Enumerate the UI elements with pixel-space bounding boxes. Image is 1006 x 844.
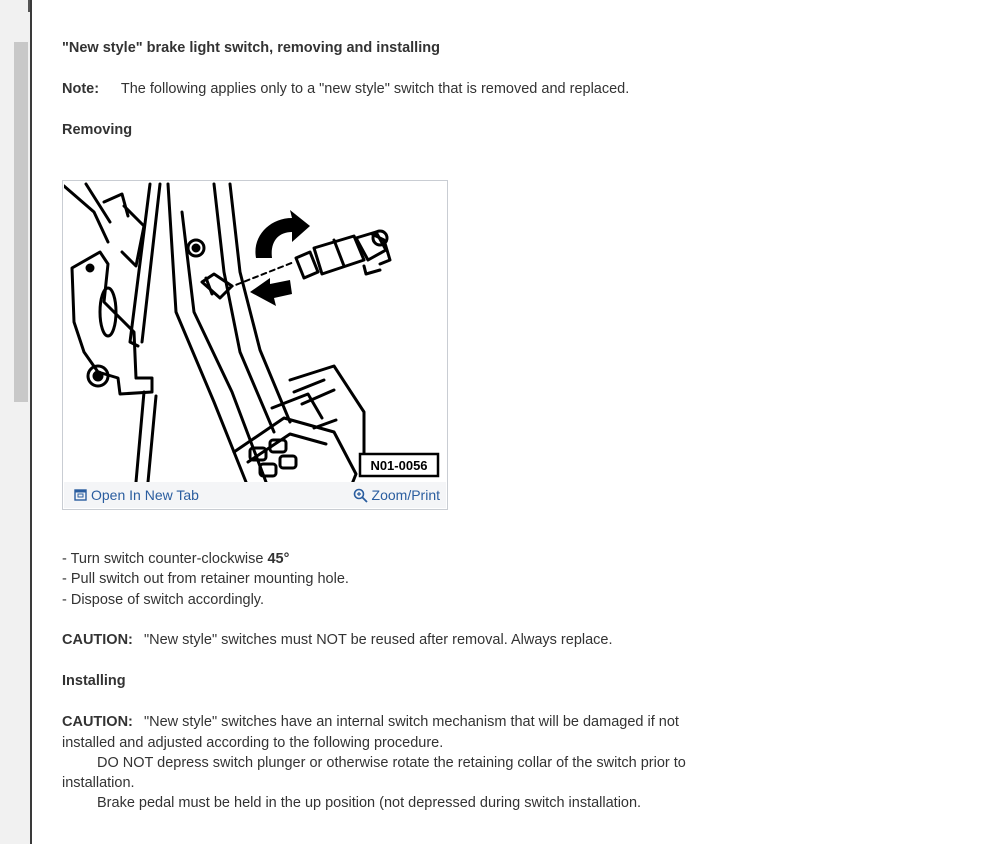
figure-brake-switch: [62, 180, 448, 510]
instruction-item: [62, 793, 641, 813]
note-label: Note:: [62, 81, 100, 97]
open-in-new-tab-label: Open In New Tab: [91, 487, 199, 503]
caution-text: "New style" switches must NOT be reused after removal. Always replace.: [143, 632, 613, 648]
content-border: [30, 0, 32, 844]
caution-text: "New style" switches have an internal switch mechanism that will be damaged if not: [143, 714, 679, 730]
caution-text-continued: installed and adjusted according to the following procedure.: [62, 735, 444, 751]
instruction-text: DO NOT depress switch plunger or otherwise rotate the retaining collar of the switch prior to: [97, 755, 686, 771]
step-text: - Turn switch counter-clockwise: [62, 551, 268, 567]
step-item: - Pull switch out from retainer mounting hole.: [62, 571, 349, 587]
open-in-new-tab-link[interactable]: [74, 487, 199, 503]
figure-drawing: [64, 182, 446, 484]
step-item: - Dispose of switch accordingly.: [62, 592, 265, 608]
step-angle: 45°: [267, 551, 290, 567]
step-item: [62, 549, 289, 569]
caution-label: CAUTION:: [62, 632, 133, 648]
figure-label: N01-0056: [370, 458, 428, 473]
scrollbar-thumb[interactable]: [14, 42, 28, 402]
caution-removal: [62, 630, 613, 650]
document-title: "New style" brake light switch, removing and installing: [62, 40, 440, 56]
instruction-item: [62, 753, 686, 773]
caution-label: CAUTION:: [62, 714, 133, 730]
instruction-text-continued: installation.: [62, 775, 135, 791]
zoom-print-label: Zoom/Print: [371, 487, 440, 503]
open-new-tab-icon: [74, 489, 87, 501]
caution-install: [62, 712, 679, 732]
note-text: The following applies only to a "new style" switch that is removed and replaced.: [120, 81, 630, 97]
figure-toolbar: [64, 482, 446, 508]
note: [62, 79, 629, 99]
instruction-text: Brake pedal must be held in the up position (not depressed during switch installation.: [97, 795, 642, 811]
installing-heading: Installing: [62, 673, 126, 689]
zoom-icon: [353, 488, 368, 503]
zoom-print-link[interactable]: [353, 487, 440, 503]
removing-heading: Removing: [62, 122, 133, 138]
